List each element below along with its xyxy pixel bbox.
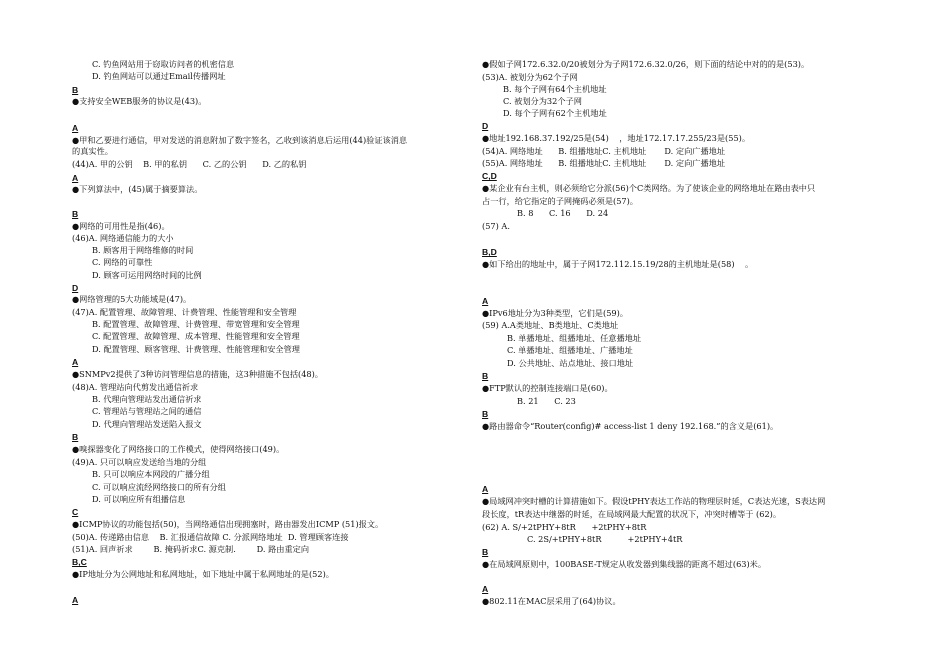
text-line: (49)A. 只可以响应发送给当地的分组 [72, 457, 207, 467]
answer-key: C [72, 507, 79, 517]
answer-key: C,D [482, 171, 497, 181]
text-line: ●网络的可用性是指(46)。 [72, 221, 170, 231]
answer-key: A [72, 173, 79, 183]
text-line: 占一行，给它指定的子网掩码必须是(57)。 [482, 196, 638, 206]
text-line: ●FTP默认的控制连接端口是(60)。 [482, 383, 613, 393]
text-line: D. 每个子网有62个主机地址 [503, 108, 607, 118]
text-line: (48)A. 管理站向代剪发出通信祈求 [72, 382, 199, 392]
text-line: ●支持安全WEB服务的协议是(43)。 [72, 96, 207, 106]
answer-key: B [482, 371, 489, 381]
text-line: B. 单播地址、组播地址、任意播地址 [507, 333, 642, 343]
text-line: ●如下给出的地址中，属于子网172.112.15.19/28的主机地址是(58) 。 [482, 259, 754, 269]
text-line: B. 代理向管理站发出通信祈求 [92, 394, 202, 404]
text-line: 段长度，tR表达中继器的时延，在局域网最大配置的状况下，冲突时槽等于 (62)。 [482, 509, 782, 519]
text-line: ●802.11在MAC层采用了(64)协议。 [482, 596, 621, 606]
answer-key: B [72, 432, 79, 442]
text-line: (53)A. 被划分为62个子网 [482, 72, 578, 82]
text-line: B. 21 C. 23 [517, 396, 576, 406]
answer-key: B,C [72, 557, 87, 567]
answer-key: B [72, 209, 79, 219]
text-line: D. 配置管理、顾客管理、计费管理、性能管理和安全管理 [92, 344, 300, 354]
text-line: ●IPv6地址分为3种类型，它们是(59)。 [482, 308, 628, 318]
text-line: (62) A. S/+2tPHY+8tR +2tPHY+8tR [482, 522, 647, 532]
text-line: B. 8 C. 16 D. 24 [517, 208, 609, 218]
text-line: (44)A. 甲的公钥 B. 甲的私钥 C. 乙的公钥 D. 乙的私钥 [72, 159, 307, 169]
text-line: ●下列算法中，(45)属于摘要算法。 [72, 184, 203, 194]
text-line: (51)A. 回声祈求 B. 掩码祈求C. 源克制. D. 路由重定向 [72, 544, 310, 554]
text-line: C. 2S/+tPHY+8tR +2tPHY+4tR [527, 534, 683, 544]
answer-key: A [482, 484, 489, 494]
text-line: B. 配置管理、故障管理、计费管理、带宽管理和安全管理 [92, 319, 300, 329]
text-line: ●IP地址分为公网地址和私网地址，如下地址中属于私网地址的是(52)。 [72, 569, 334, 579]
answer-key: B [482, 547, 489, 557]
answer-key: A [482, 584, 489, 594]
text-line: (46)A. 网络通信能力的大小 [72, 233, 174, 243]
answer-key: A [72, 357, 79, 367]
text-line: D. 代理向管理站发送陷入报文 [92, 419, 202, 429]
text-line: B. 每个子网有64个主机地址 [503, 84, 607, 94]
text-line: ●局域网冲突时槽的计算措施如下。假设tPHY表达工作站的物理层时延，C表达光速，S表达网 [482, 496, 826, 506]
text-line: ●网络管理的5大功能域是(47)。 [72, 294, 192, 304]
text-line: C. 可以响应流经网络接口的所有分组 [92, 482, 226, 492]
text-line: (59) A.A类地址、B类地址、C类地址 [482, 320, 619, 330]
text-line: 的真实性。 [72, 146, 113, 156]
text-line: (57) A. [482, 221, 510, 231]
text-line: ●某企业有台主机，则必须给它分派(56)个C类网络。为了使该企业的网络地址在路由表中只 [482, 183, 816, 193]
answer-key: A [482, 296, 489, 306]
answer-key: A [72, 595, 79, 605]
text-line: D. 顾客可运用网络时间的比例 [92, 270, 202, 280]
text-line: C. 网络的可靠性 [92, 257, 153, 267]
text-line: (47)A. 配置管理、故障管理、计费管理、性能管理和安全管理 [72, 307, 297, 317]
text-line: D. 公共地址、站点地址、接口地址 [507, 358, 634, 368]
answer-key: B [72, 85, 79, 95]
text-line: ●在局域网原则中，100BASE-T规定从收发器到集线器的距离不超过(63)米。 [482, 559, 767, 569]
text-line: ●嗅探器变化了网络接口的工作模式，使得网络接口(49)。 [72, 444, 285, 454]
text-line: (55)A. 网络地址 B. 组播地址C. 主机地址 D. 定向广播地址 [482, 158, 726, 168]
answer-key: D [72, 283, 79, 293]
answer-key: B [482, 409, 489, 419]
text-line: D. 钓鱼网站可以通过Email传播网址 [92, 71, 226, 81]
answer-key: D [482, 121, 489, 131]
text-line: C. 配置管理、故障管理、成本管理、性能管理和安全管理 [92, 331, 300, 341]
text-line: ●甲和乙要进行通信，甲对发送的消息附加了数字签名，乙收到该消息后运用(44)验证该消息 [72, 135, 408, 145]
text-line: ●地址192.168.37.192/25是(54) ，地址172.17.17.255/23是(55)。 [482, 133, 751, 143]
text-line: C. 钓鱼网站用于窃取访问者的机密信息 [92, 59, 235, 69]
text-line: C. 单播地址、组播地址、广播地址 [507, 345, 633, 355]
text-line: (50)A. 传递路由信息 B. 汇报通信故障 C. 分派网络地址 D. 管理顾客连接 [72, 532, 349, 542]
text-line: ●ICMP协议的功能包括(50)，当网络通信出现拥塞时，路由器发出ICMP (51)报文。 [72, 519, 384, 529]
answer-key: A [72, 123, 79, 133]
text-line: ●假如子网172.6.32.0/20被划分为子网172.6.32.0/26，则下面的结论中对的的是(53)。 [482, 59, 810, 69]
text-line: B. 只可以响应本网段的广播分组 [92, 469, 210, 479]
text-line: C. 被划分为32个子网 [503, 96, 582, 106]
text-line: (54)A. 网络地址 B. 组播地址C. 主机地址 D. 定向广播地址 [482, 146, 726, 156]
text-line: C. 管理站与管理站之间的通信 [92, 406, 202, 416]
text-line: ●SNMPv2提供了3种访问管理信息的措施，这3种措施不包括(48)。 [72, 369, 323, 379]
text-line: B. 顾客用于网络维修的时间 [92, 245, 194, 255]
text-line: ●路由器命令“Router(config)# access-list 1 deny 192.168.”的含义是(61)。 [482, 421, 779, 431]
text-line: D. 可以响应所有组播信息 [92, 494, 186, 504]
answer-key: B,D [482, 247, 497, 257]
